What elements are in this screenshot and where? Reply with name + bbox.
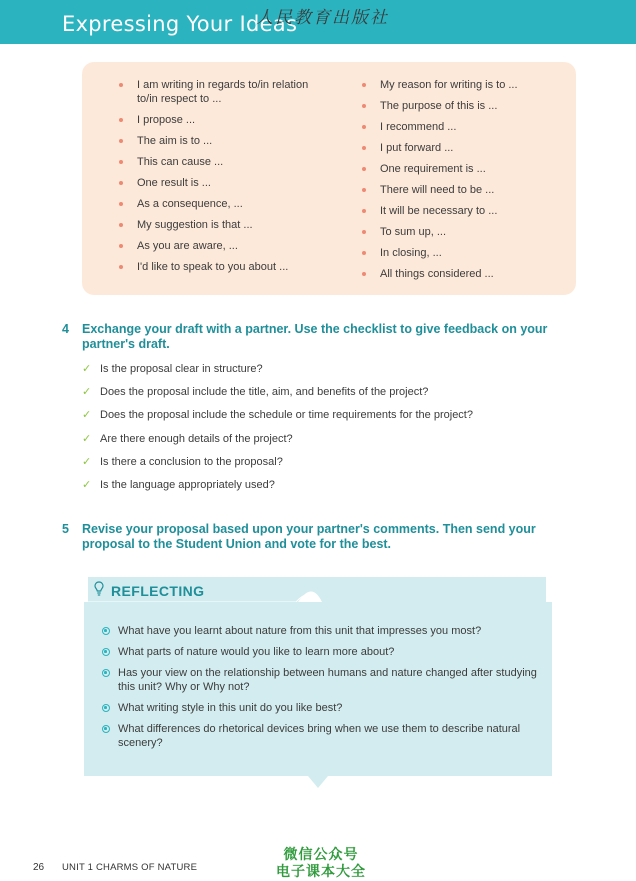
expression-text: One result is ...: [137, 177, 211, 189]
expression-text: My suggestion is that ...: [137, 219, 253, 231]
bullet-dot-icon: [119, 181, 123, 185]
expression-item: [362, 120, 562, 134]
expression-text: All things considered ...: [380, 268, 494, 280]
section-title: Expressing Your Ideas: [62, 12, 298, 36]
bullet-dot-icon: [119, 118, 123, 122]
reflecting-question-item: [102, 701, 542, 715]
bullet-dot-icon: [119, 223, 123, 227]
publisher-watermark: 人民教育出版社: [256, 8, 389, 28]
checklist-item: [82, 432, 473, 455]
reflecting-notch: [308, 776, 328, 788]
expression-text: In closing, ...: [380, 247, 442, 259]
expression-item: [362, 225, 562, 239]
useful-expressions-box: [82, 62, 576, 295]
expression-item: [119, 218, 329, 232]
expression-text: This can cause ...: [137, 156, 224, 168]
expression-text: I am writing in regards to/in relation to/in respect to ...: [137, 79, 309, 105]
bullet-dot-icon: [362, 146, 366, 150]
bullet-dot-icon: [362, 251, 366, 255]
expression-text: I recommend ...: [380, 121, 457, 133]
checklist-text: Is the language appropriately used?: [100, 478, 275, 491]
footer-watermark-line: 微信公众号: [283, 847, 359, 863]
expression-item: [362, 204, 562, 218]
checklist-item: [82, 408, 473, 431]
target-bullet-icon: [102, 648, 110, 656]
expression-item: [362, 78, 562, 92]
check-icon: ✓: [82, 478, 92, 491]
bullet-dot-icon: [362, 83, 366, 87]
bullet-dot-icon: [119, 139, 123, 143]
checklist-item: [82, 385, 473, 408]
checklist-text: Does the proposal include the title, aim, and benefits of the project?: [100, 386, 429, 399]
reflecting-questions: [102, 624, 542, 757]
expression-item: [119, 197, 329, 211]
expression-item: [119, 239, 329, 253]
checklist-text: Is there a conclusion to the proposal?: [100, 455, 283, 468]
reflecting-question-text: What have you learnt about nature from this unit that impresses you most?: [118, 625, 482, 637]
reflecting-title: REFLECTING: [111, 583, 205, 599]
target-bullet-icon: [102, 725, 110, 733]
expression-text: To sum up, ...: [380, 226, 447, 238]
reflecting-question-item: [102, 645, 542, 659]
expression-text: One requirement is ...: [380, 163, 486, 175]
expression-text: The purpose of this is ...: [380, 100, 498, 112]
bullet-dot-icon: [362, 230, 366, 234]
footer-watermark: [266, 847, 376, 881]
bullet-dot-icon: [119, 160, 123, 164]
bullet-dot-icon: [119, 265, 123, 269]
lightbulb-icon: [94, 581, 104, 597]
checklist-item: [82, 362, 473, 385]
checklist-text: Is the proposal clear in structure?: [100, 363, 263, 375]
page-number: 26: [33, 862, 45, 873]
task-5: [62, 522, 572, 552]
reflecting-question-item: [102, 624, 542, 638]
expression-item: [119, 155, 329, 169]
expression-text: There will need to be ...: [380, 184, 495, 196]
feedback-checklist: [82, 362, 473, 501]
reflecting-question-text: Has your view on the relationship between humans and nature changed after studying this unit? Why or Why not?: [118, 667, 537, 693]
task-instruction: Revise your proposal based upon your partner's comments. Then send your proposal to the Student Union and vote for the best.: [82, 522, 536, 551]
expression-item: [362, 162, 562, 176]
expression-text: I put forward ...: [380, 142, 454, 154]
task-number: 5: [62, 522, 69, 536]
reflecting-question-item: [102, 666, 542, 694]
expression-text: I'd like to speak to you about ...: [137, 261, 289, 273]
target-bullet-icon: [102, 627, 110, 635]
reflecting-question-text: What parts of nature would you like to learn more about?: [118, 646, 395, 658]
task-instruction: Exchange your draft with a partner. Use the checklist to give feedback on your partner's draft.: [82, 322, 548, 351]
bullet-dot-icon: [362, 209, 366, 213]
checklist-item: [82, 478, 473, 501]
expression-item: [119, 176, 329, 190]
bullet-dot-icon: [119, 83, 123, 87]
expression-text: As a consequence, ...: [137, 198, 243, 210]
expressions-list-left: [119, 78, 329, 281]
footer-watermark-line: 电子课本大全: [276, 864, 366, 880]
expression-text: It will be necessary to ...: [380, 205, 498, 217]
target-bullet-icon: [102, 669, 110, 677]
expression-item: [119, 134, 329, 148]
expressions-list-right: [362, 78, 562, 288]
bullet-dot-icon: [362, 104, 366, 108]
bullet-dot-icon: [362, 125, 366, 129]
task-4: [62, 322, 572, 352]
checklist-item: [82, 455, 473, 478]
expression-item: [362, 246, 562, 260]
checklist-text: Are there enough details of the project?: [100, 432, 293, 445]
bullet-dot-icon: [362, 188, 366, 192]
task-number: 4: [62, 322, 69, 336]
checklist-text: Does the proposal include the schedule or time requirements for the project?: [100, 409, 473, 422]
bullet-dot-icon: [119, 244, 123, 248]
expression-item: [119, 78, 329, 106]
expression-text: I propose ...: [137, 114, 196, 126]
check-icon: ✓: [82, 386, 92, 399]
reflecting-question-text: What differences do rhetorical devices bring when we use them to describe natural scenery?: [118, 723, 521, 749]
expression-text: The aim is to ...: [137, 135, 213, 147]
check-icon: ✓: [82, 363, 92, 375]
reflecting-question-item: [102, 722, 542, 750]
expression-text: My reason for writing is to ...: [380, 79, 518, 91]
expression-item: [362, 99, 562, 113]
reflecting-box: [84, 602, 552, 776]
check-icon: ✓: [82, 432, 92, 445]
expression-item: [362, 141, 562, 155]
check-icon: ✓: [82, 455, 92, 468]
reflecting-question-text: What writing style in this unit do you like best?: [118, 702, 343, 714]
expression-item: [119, 113, 329, 127]
expression-item: [362, 267, 562, 281]
expression-item: [362, 183, 562, 197]
target-bullet-icon: [102, 704, 110, 712]
bullet-dot-icon: [362, 167, 366, 171]
expression-item: [119, 260, 329, 274]
running-footer: UNIT 1 CHARMS OF NATURE: [62, 862, 198, 873]
bullet-dot-icon: [362, 272, 366, 276]
bullet-dot-icon: [119, 202, 123, 206]
expression-text: As you are aware, ...: [137, 240, 238, 252]
check-icon: ✓: [82, 409, 92, 422]
